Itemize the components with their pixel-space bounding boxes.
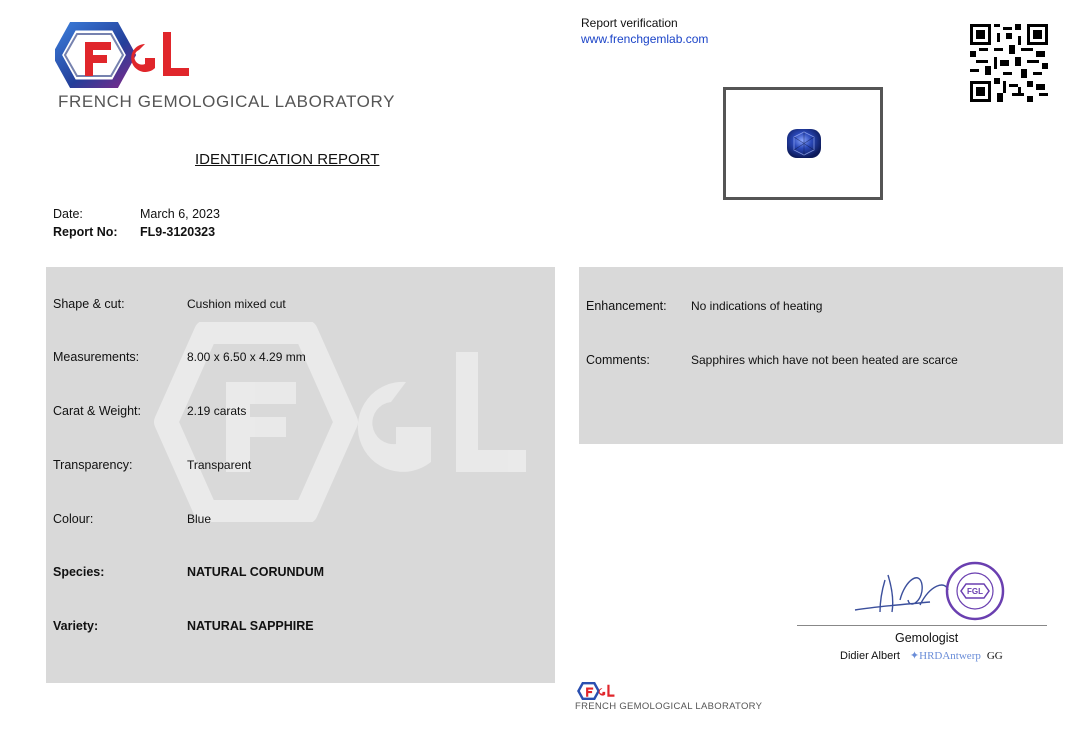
- detail-value: NATURAL CORUNDUM: [187, 565, 325, 579]
- detail-row-variety: [53, 619, 314, 633]
- date-label: Date:: [53, 207, 83, 221]
- note-row-comments: [586, 353, 958, 367]
- gemologist-name: Didier Albert: [840, 650, 900, 662]
- signature-line: [797, 625, 1047, 626]
- verification-label: Report verification: [581, 16, 678, 30]
- report-title: IDENTIFICATION REPORT: [195, 151, 380, 168]
- note-value: No indications of heating: [691, 299, 823, 313]
- note-value: Sapphires which have not been heated are scarce: [691, 353, 958, 367]
- qr-code-icon[interactable]: [970, 24, 1048, 102]
- note-label: Comments:: [586, 353, 650, 367]
- fgl-logo: [55, 22, 195, 88]
- sapphire-gem-icon: [786, 128, 822, 159]
- detail-value: Cushion mixed cut: [187, 297, 286, 311]
- footer-lab-name: FRENCH GEMOLOGICAL LABORATORY: [575, 701, 763, 712]
- detail-row-colour: [53, 512, 211, 526]
- date-value: March 6, 2023: [140, 207, 220, 221]
- detail-label: Carat & Weight:: [53, 404, 142, 418]
- detail-label: Colour:: [53, 512, 94, 526]
- svg-text:FGL: FGL: [967, 587, 983, 596]
- verification-link[interactable]: www.frenchgemlab.com: [581, 32, 709, 46]
- report-number-label: Report No:: [53, 225, 118, 239]
- footer-fgl-logo: [577, 682, 617, 700]
- note-label: Enhancement:: [586, 299, 667, 313]
- detail-row-shape: [53, 297, 286, 311]
- report-number-value: FL9-3120323: [140, 225, 216, 239]
- lab-name: FRENCH GEMOLOGICAL LABORATORY: [58, 92, 396, 111]
- hrd-logo: ✦HRDAntwerp: [909, 650, 981, 662]
- detail-row-carat: [53, 404, 246, 418]
- detail-label: Measurements:: [53, 350, 140, 364]
- signature-and-seal: [850, 560, 1010, 622]
- detail-value: 2.19 carats: [187, 404, 247, 418]
- note-row-enhancement: [586, 299, 822, 313]
- gemologist-credentials: [840, 649, 1003, 662]
- detail-label: Species:: [53, 565, 105, 579]
- details-panel: [46, 267, 555, 683]
- date-row: [53, 207, 220, 221]
- notes-panel: [579, 267, 1063, 444]
- detail-label: Shape & cut:: [53, 297, 125, 311]
- detail-row-species: [53, 565, 324, 579]
- report-number-row: [53, 225, 215, 239]
- detail-value: NATURAL SAPPHIRE: [187, 619, 314, 633]
- detail-label: Variety:: [53, 619, 99, 633]
- detail-row-transparency: [53, 458, 251, 472]
- detail-row-measurements: [53, 350, 306, 364]
- detail-value: Transparent: [187, 458, 252, 472]
- credential-badge: GG: [986, 650, 1003, 662]
- detail-value: 8.00 x 6.50 x 4.29 mm: [187, 350, 306, 364]
- detail-value: Blue: [187, 512, 212, 526]
- hrd-label: HRDAntwerp: [919, 650, 981, 662]
- gemstone-photo: [723, 87, 883, 200]
- gemologist-title: Gemologist: [895, 631, 959, 645]
- detail-label: Transparency:: [53, 458, 133, 472]
